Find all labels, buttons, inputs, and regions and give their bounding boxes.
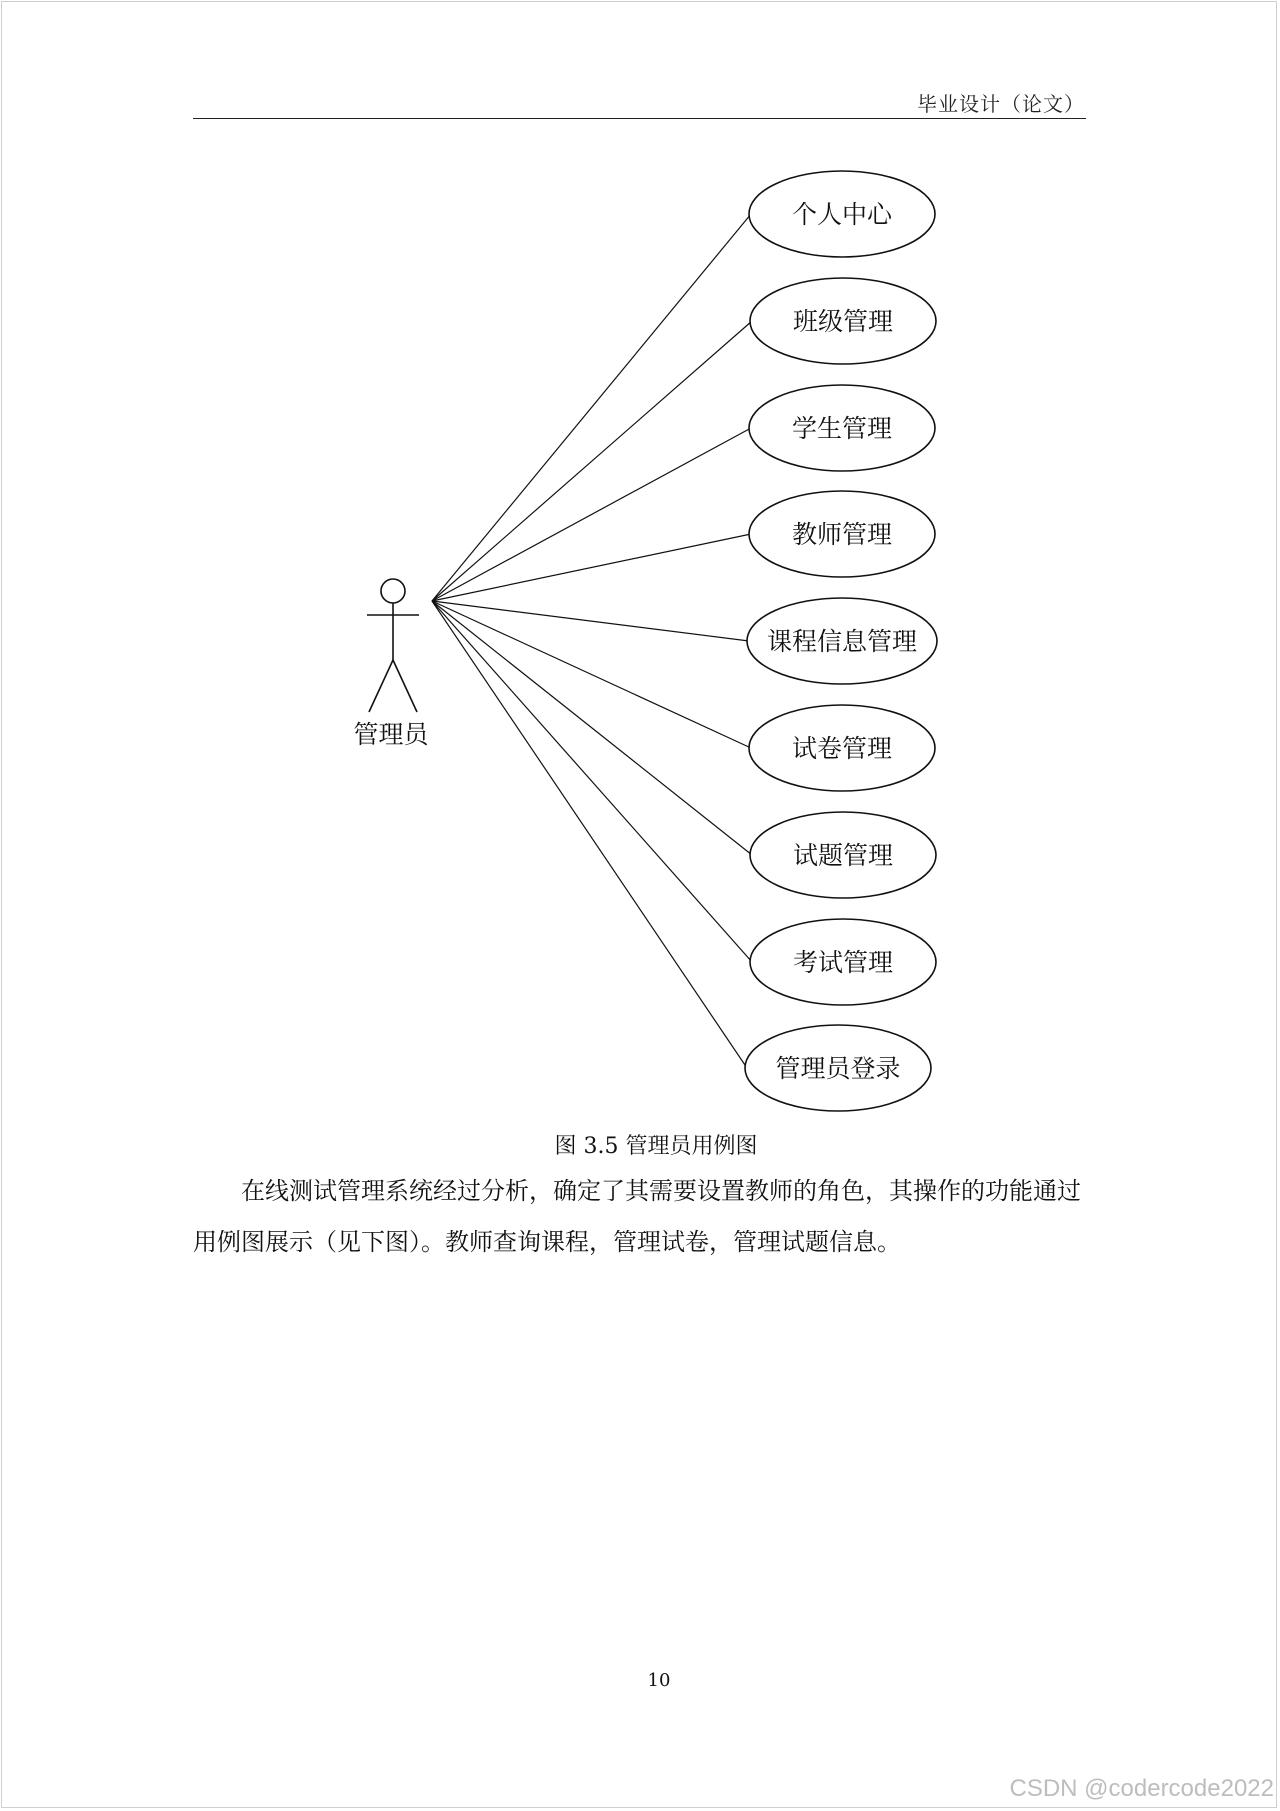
- association-line: [432, 601, 749, 641]
- actor-head: [381, 579, 405, 603]
- use-case-label: 考试管理: [792, 948, 894, 977]
- use-case: [750, 278, 936, 364]
- association-line: [432, 601, 747, 1068]
- use-case: [749, 171, 935, 257]
- association-line: [432, 601, 752, 855]
- use-case-label: 个人中心: [791, 200, 893, 229]
- use-case: [749, 491, 935, 577]
- use-case-label: 课程信息管理: [766, 627, 918, 656]
- use-case-label: 试题管理: [792, 841, 894, 870]
- use-case: [749, 385, 935, 471]
- use-case-ellipses: [745, 171, 937, 1111]
- association-line: [432, 601, 752, 962]
- actor-right-leg: [393, 660, 417, 712]
- association-line: [432, 214, 751, 601]
- header-title: 毕业设计（论文）: [917, 92, 1085, 116]
- use-case-label: 教师管理: [791, 520, 893, 549]
- use-case-label: 班级管理: [792, 307, 894, 336]
- page-number: 10: [647, 1670, 671, 1691]
- use-case: [750, 812, 936, 898]
- actor-label: 管理员: [353, 720, 429, 749]
- association-line: [432, 534, 751, 601]
- association-line: [432, 428, 751, 601]
- use-case-label: 管理员登录: [775, 1054, 901, 1083]
- use-case-label: 试卷管理: [791, 734, 893, 763]
- use-case: [749, 705, 935, 791]
- figure-caption: 图 3.5 管理员用例图: [554, 1134, 758, 1159]
- watermark: CSDN @codercode2022: [1009, 1775, 1274, 1802]
- association-line: [432, 601, 751, 748]
- use-case: [750, 919, 936, 1005]
- use-case: [745, 1025, 931, 1111]
- actor-figure: [367, 579, 419, 712]
- association-lines: [432, 214, 752, 1068]
- association-line: [432, 321, 752, 601]
- body-paragraph: [193, 1166, 1086, 1268]
- actor-left-leg: [369, 660, 393, 712]
- use-case-label: 学生管理: [791, 414, 893, 443]
- paragraph-text: 在线测试管理系统经过分析，确定了其需要设置教师的角色，其操作的功能通过用例图展示（见下图）。教师查询课程，管理试卷，管理试题信息。: [193, 1177, 1081, 1256]
- use-case: [747, 598, 937, 684]
